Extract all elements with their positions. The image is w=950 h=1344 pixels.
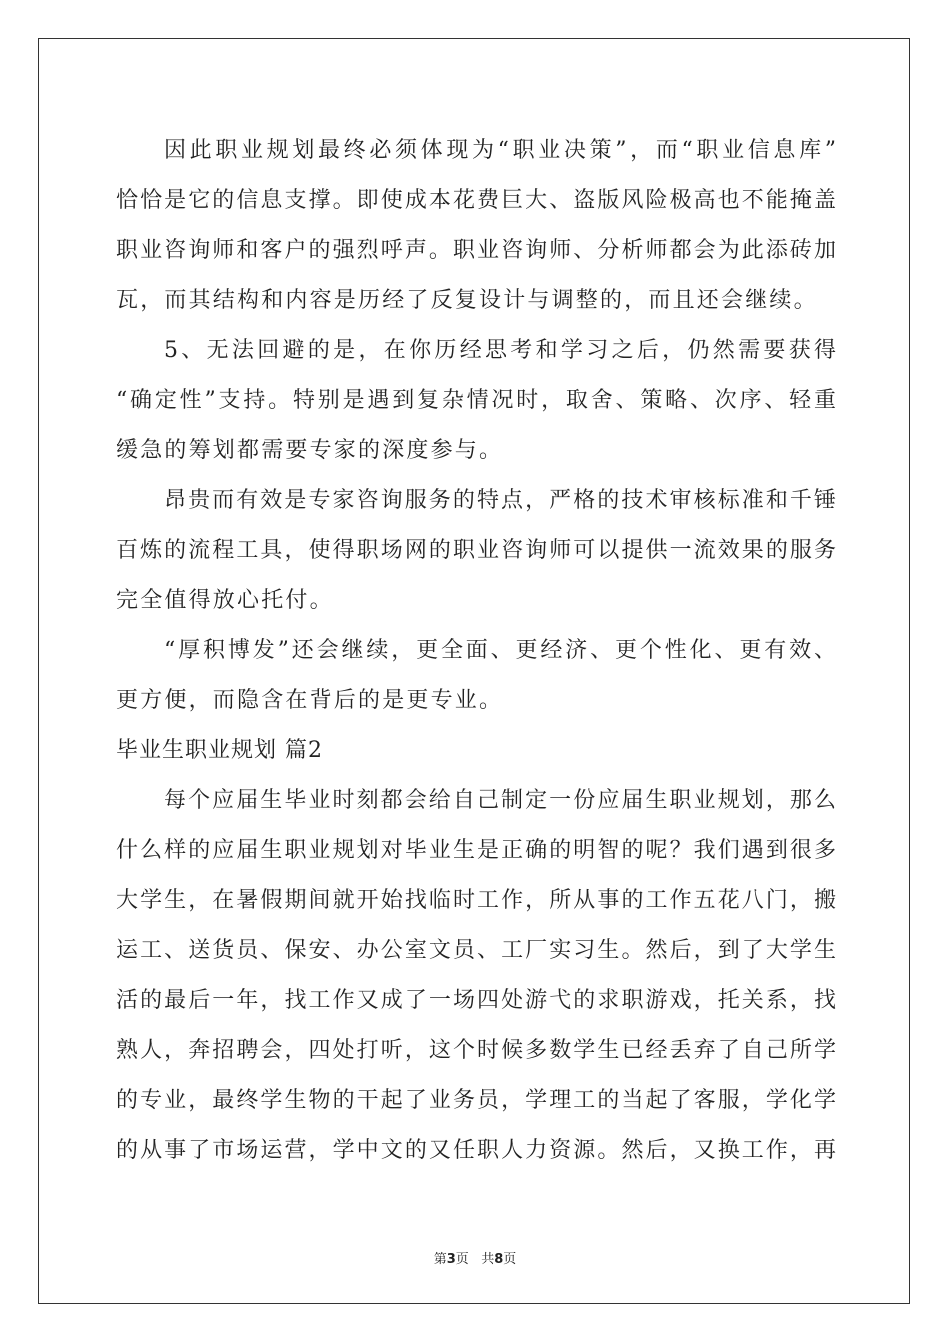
page-label-suffix: 页 [503, 1252, 517, 1267]
section-heading: 毕业生职业规划 篇2 [116, 738, 323, 763]
paragraph-line: 大学生，在暑假期间就开始找临时工作，所从事的工作五花八门，搬 [116, 888, 836, 913]
paragraph-line: 因此职业规划最终必须体现为“职业决策”，而“职业信息库” [164, 138, 836, 163]
paragraph-line: 5、无法回避的是，在你历经思考和学习之后，仍然需要获得 [164, 338, 836, 363]
paragraph-line: “厚积博发”还会继续，更全面、更经济、更个性化、更有效、 [164, 638, 836, 663]
paragraph-line: 百炼的流程工具，使得职场网的职业咨询师可以提供一流效果的服务 [116, 538, 836, 563]
paragraph-line: 完全值得放心托付。 [116, 588, 334, 613]
paragraph-line: 恰恰是它的信息支撑。即使成本花费巨大、盗版风险极高也不能掩盖 [116, 188, 836, 213]
page-label-mid: 页 共 [455, 1252, 495, 1267]
page-footer [0, 1248, 950, 1267]
paragraph-line: 的从事了市场运营，学中文的又任职人力资源。然后，又换工作，再 [116, 1138, 836, 1163]
paragraph-line: 活的最后一年，找工作又成了一场四处游弋的求职游戏，托关系，找 [116, 988, 836, 1013]
paragraph-line: 熟人，奔招聘会，四处打听，这个时候多数学生已经丢弃了自己所学 [116, 1038, 836, 1063]
paragraph-line: 职业咨询师和客户的强烈呼声。职业咨询师、分析师都会为此添砖加 [116, 238, 836, 263]
paragraph-line: “确定性”支持。特别是遇到复杂情况时，取舍、策略、次序、轻重 [116, 388, 836, 413]
paragraph-line: 的专业，最终学生物的干起了业务员，学理工的当起了客服，学化学 [116, 1088, 836, 1113]
paragraph-line: 瓦，而其结构和内容是历经了反复设计与调整的，而且还会继续。 [116, 288, 818, 313]
paragraph-line: 什么样的应届生职业规划对毕业生是正确的明智的呢？我们遇到很多 [116, 838, 836, 863]
page-number: 3 [446, 1252, 456, 1267]
paragraph-line: 更方便，而隐含在背后的是更专业。 [116, 688, 504, 713]
paragraph-line: 每个应届生毕业时刻都会给自己制定一份应届生职业规划，那么 [164, 788, 836, 813]
page-total: 8 [494, 1252, 504, 1267]
paragraph-line: 运工、送货员、保安、办公室文员、工厂实习生。然后，到了大学生 [116, 938, 836, 963]
document-body [116, 126, 836, 1176]
page-label-prefix: 第 [433, 1252, 447, 1267]
paragraph-line: 昂贵而有效是专家咨询服务的特点，严格的技术审核标准和千锤 [164, 488, 836, 513]
paragraph-line: 缓急的筹划都需要专家的深度参与。 [116, 438, 504, 463]
